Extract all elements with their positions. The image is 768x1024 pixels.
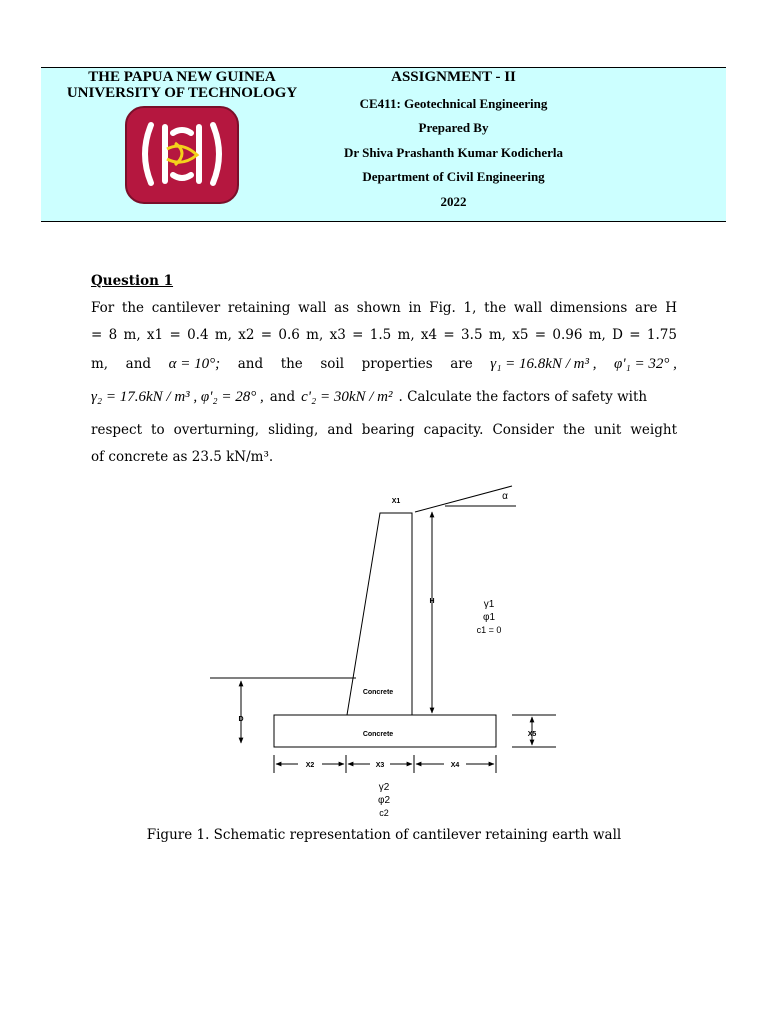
phi1-value: φ'₁ = 32° , (614, 356, 677, 372)
label-d: D (238, 716, 244, 723)
label-x1: X1 (391, 498, 401, 505)
gamma1-value: γ₁ = 16.8kN / m³ , (490, 356, 597, 372)
text-fragment: and (237, 356, 264, 372)
prepared-by: Prepared By (418, 120, 489, 135)
label-gamma1: γ1 (483, 599, 495, 610)
text-fragment: and (269, 389, 296, 405)
label-gamma2: γ2 (378, 782, 390, 793)
question-line-2: = 8 m, x1 = 0.4 m, x2 = 0.6 m, x3 = 1.5 m, x4 = 3.5 m, x5 = 0.96 m, D = 1.75 (91, 327, 677, 343)
course-name: CE411: Geotechnical Engineering (359, 96, 548, 111)
label-x4: X4 (450, 762, 460, 769)
question-line-1: For the cantilever retaining wall as shown in Fig. 1, the wall dimensions are H (91, 300, 677, 316)
question-line-6: of concrete as 23.5 kN/m³. (91, 449, 274, 465)
year: 2022 (440, 194, 467, 209)
question-title: Question 1 (91, 273, 174, 289)
university-name-line1: THE PAPUA NEW GUINEA (88, 69, 276, 85)
backfill-slope-line (415, 486, 512, 512)
label-phi2: φ2 (377, 795, 391, 806)
question-line-3 (91, 356, 677, 373)
alpha-value: α = 10°; (168, 356, 221, 372)
text-fragment: . Calculate the factors of safety with (398, 389, 648, 405)
figure-caption: Figure 1. Schematic representation of cantilever retaining earth wall (146, 827, 622, 843)
gamma2-phi2-values: γ₂ = 17.6kN / m³ , φ'₂ = 28° , (91, 389, 264, 405)
label-concrete-base: Concrete (362, 731, 394, 738)
label-x2: X2 (305, 762, 315, 769)
label-concrete-stem: Concrete (362, 689, 394, 696)
text-fragment: m, (91, 356, 109, 372)
label-phi1: φ1 (482, 612, 496, 623)
label-h: H (429, 598, 435, 605)
assignment-title: ASSIGNMENT - II (391, 69, 516, 85)
question-line-5: respect to overturning, sliding, and bearing capacity. Consider the unit weight (91, 422, 677, 438)
label-c2: c2 (379, 808, 389, 818)
retaining-wall-figure (0, 480, 768, 820)
question-line-4 (91, 389, 677, 406)
c2-value: c'₂ = 30kN / m² (301, 389, 393, 405)
department-name: Department of Civil Engineering (362, 169, 545, 184)
text-fragment: soil (320, 356, 345, 372)
label-x3: X3 (375, 762, 385, 769)
label-x5: X5 (527, 731, 537, 738)
document-header (41, 67, 726, 222)
text-fragment: the (280, 356, 303, 372)
text-fragment: are (450, 356, 473, 372)
text-fragment: and (125, 356, 152, 372)
author-name: Dr Shiva Prashanth Kumar Kodicherla (343, 145, 564, 160)
label-alpha: α (502, 491, 508, 502)
text-fragment: properties (361, 356, 433, 372)
stem-outline (347, 513, 412, 715)
university-name-line2: UNIVERSITY OF TECHNOLOGY (66, 85, 298, 101)
university-logo-icon (123, 103, 241, 206)
label-c1: c1 = 0 (476, 625, 502, 635)
